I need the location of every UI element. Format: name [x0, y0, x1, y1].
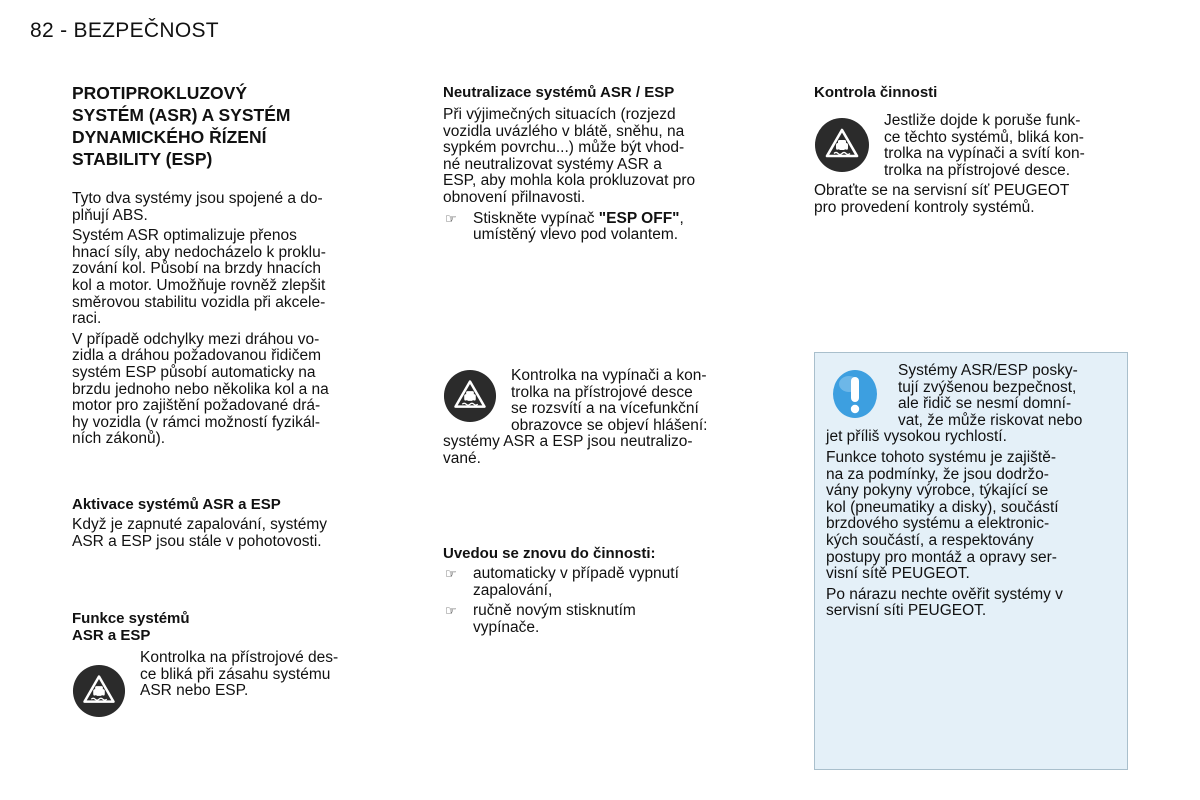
text-line: vypínače.: [473, 618, 540, 636]
function-heading: [72, 610, 385, 644]
service-text: [814, 183, 1130, 216]
column-middle: [443, 84, 757, 248]
text-line: Systém ASR optimalizuje přenos: [72, 227, 297, 245]
function-section: [72, 610, 385, 720]
text-line: zidla a dráhou požadovanou řidičem: [72, 347, 322, 365]
text-line: ESP, aby mohla kola prokluzovat pro: [443, 172, 696, 190]
text-line: sypkém povrchu...) může být vhod-: [443, 139, 685, 157]
section-title: BEZPEČNOST: [73, 19, 219, 42]
neutralize-heading: Neutralizace systémů ASR / ESP: [443, 84, 675, 101]
text-line: hnací síly, aby nedocházelo k proklu-: [72, 243, 326, 261]
text-line: zapalování,: [473, 581, 553, 599]
text-line: ale řidič se nesmí domní-: [898, 395, 1072, 413]
main-title-line: DYNAMICKÉHO ŘÍZENÍ: [72, 127, 267, 147]
text-line: Při výjimečných situacích (rozjezd: [443, 106, 676, 123]
text-line: trolka na vypínači a svítí kon-: [884, 145, 1085, 163]
text-line: Kontrolka na přístrojové des-: [140, 649, 339, 666]
text-line: visní sítě PEUGEOT.: [826, 565, 970, 583]
text-line: zování kol. Působí na brzdy hnacích: [72, 260, 322, 278]
text-line: Funkce tohoto systému je zajiště-: [826, 448, 1057, 466]
page-number: 82: [30, 19, 54, 42]
text-line: tují zvýšenou bezpečnost,: [898, 378, 1077, 396]
text-line: ASR a ESP jsou stále v pohotovosti.: [72, 532, 322, 550]
text-line: plňují ABS.: [72, 206, 148, 224]
text-line: né neutralizovat systémy ASR a: [443, 155, 662, 173]
esp-off-label: "ESP OFF": [598, 209, 680, 227]
reactivate-heading: Uvedou se znovu do činnosti:: [443, 545, 656, 562]
text-line: vat, že může riskovat nebo: [898, 411, 1083, 429]
text-line: umístěný vlevo pod volantem.: [473, 226, 679, 244]
esp-skid-warning-icon: [814, 117, 870, 173]
intro-paragraph: [72, 191, 385, 224]
text-line: kých součástí, a respektovány: [826, 531, 1034, 549]
text-line: systémy ASR a ESP jsou neutralizo-: [443, 433, 693, 451]
text-line: ce těchto systémů, bliká kon-: [884, 128, 1084, 146]
main-title: [72, 82, 385, 170]
text-line: obrazovce se objeví hlášení:: [511, 416, 708, 434]
text-line: V případě odchylky mezi dráhou vo-: [72, 330, 320, 348]
text-line: trolka na přístrojové desce.: [884, 161, 1071, 179]
text-line: vozidla uvázlého v blátě, sněhu, na: [443, 122, 685, 140]
text-line: [473, 211, 757, 228]
text-line: motor pro zajištění požadované drá-: [72, 397, 321, 415]
text-line: obnovení přilnavosti.: [443, 188, 586, 206]
esp-paragraph: [72, 332, 385, 448]
indicator-section: [443, 368, 757, 472]
text-line: systém ESP působí automaticky na: [72, 363, 316, 381]
asr-paragraph: [72, 228, 385, 328]
column-right: [814, 84, 1130, 221]
press-switch-bullet: [443, 211, 757, 244]
heading-line: Funkce systémů: [72, 610, 190, 627]
text-line: Tyto dva systémy jsou spojené a do-: [72, 190, 323, 207]
text-line: raci.: [72, 310, 102, 328]
header-separator: -: [60, 19, 68, 42]
main-title-line: STABILITY (ESP): [72, 149, 213, 169]
column-left: [72, 82, 385, 452]
pointing-hand-icon: ☞: [445, 566, 457, 581]
text-line: Jestliže dojde k poruše funk-: [884, 112, 1081, 129]
esp-skid-warning-icon: [443, 369, 497, 423]
pointing-hand-icon: ☞: [445, 210, 457, 226]
text-line: automaticky v případě vypnutí: [473, 565, 679, 582]
text-line: směrovou stabilitu vozidla při akcele-: [72, 293, 326, 311]
text-line: ce bliká při zásahu systému: [140, 665, 331, 683]
text-line: hy vozidla (v rámci možností fyzikál-: [72, 413, 321, 431]
text-line: ASR nebo ESP.: [140, 682, 249, 700]
list-item: [443, 566, 757, 599]
text-line: jet příliš vysokou rychlostí.: [826, 428, 1007, 446]
text-line: vány pokyny výrobce, týkající se: [826, 482, 1049, 500]
text-span: Stiskněte vypínač: [473, 209, 599, 227]
info-note-box: [814, 352, 1128, 770]
reactivate-section: [443, 545, 757, 640]
text-span: ,: [679, 209, 684, 227]
fault-text: [882, 113, 1130, 179]
main-title-line: PROTIPROKLUZOVÝ: [72, 83, 248, 103]
activation-section: [72, 496, 385, 554]
note-paragraph-3: [826, 587, 1115, 620]
text-line: na za podmínky, že jsou dodržo-: [826, 465, 1049, 483]
text-line: brzdového systému a elektronic-: [826, 515, 1050, 533]
text-line: Obraťte se na servisní síť PEUGEOT: [814, 182, 1070, 200]
text-line: servisní síti PEUGEOT.: [826, 602, 987, 620]
text-line: se rozsvítí a na vícefunkční: [511, 400, 699, 418]
esp-skid-warning-icon: [72, 664, 126, 718]
text-line: postupy pro montáž a opravy ser-: [826, 548, 1057, 566]
text-line: ních zákonů).: [72, 430, 166, 448]
list-item: [443, 603, 757, 636]
neutralize-paragraph: [443, 107, 757, 207]
text-line: ručně novým stisknutím: [473, 602, 636, 620]
activation-heading: Aktivace systémů ASR a ESP: [72, 496, 281, 513]
text-line: Po nárazu nechte ověřit systémy v: [826, 585, 1063, 603]
exclamation-info-icon: [830, 367, 880, 421]
main-title-line: SYSTÉM (ASR) A SYSTÉM: [72, 105, 291, 125]
text-line: kol a motor. Umožňuje rovněž zlepšit: [72, 276, 326, 294]
text-line: pro provedení kontroly systémů.: [814, 198, 1035, 216]
text-line: Kontrolka na vypínači a kon-: [511, 367, 707, 384]
page-header: [30, 19, 219, 43]
heading-line: ASR a ESP: [72, 627, 151, 644]
text-line: vané.: [443, 449, 481, 467]
activation-text: [72, 517, 385, 550]
pointing-hand-icon: ☞: [445, 603, 457, 619]
check-heading: Kontrola činnosti: [814, 84, 938, 101]
text-line: Když je zapnuté zapalování, systémy: [72, 516, 328, 533]
text-line: brzdu jednoho nebo několika kol a na: [72, 380, 329, 398]
text-line: trolka na přístrojové desce: [511, 383, 693, 401]
text-line: Systémy ASR/ESP posky-: [898, 362, 1078, 379]
note-paragraph-2: [826, 450, 1115, 583]
text-line: kol (pneumatiky a disky), součástí: [826, 498, 1059, 516]
function-text: [140, 650, 385, 700]
